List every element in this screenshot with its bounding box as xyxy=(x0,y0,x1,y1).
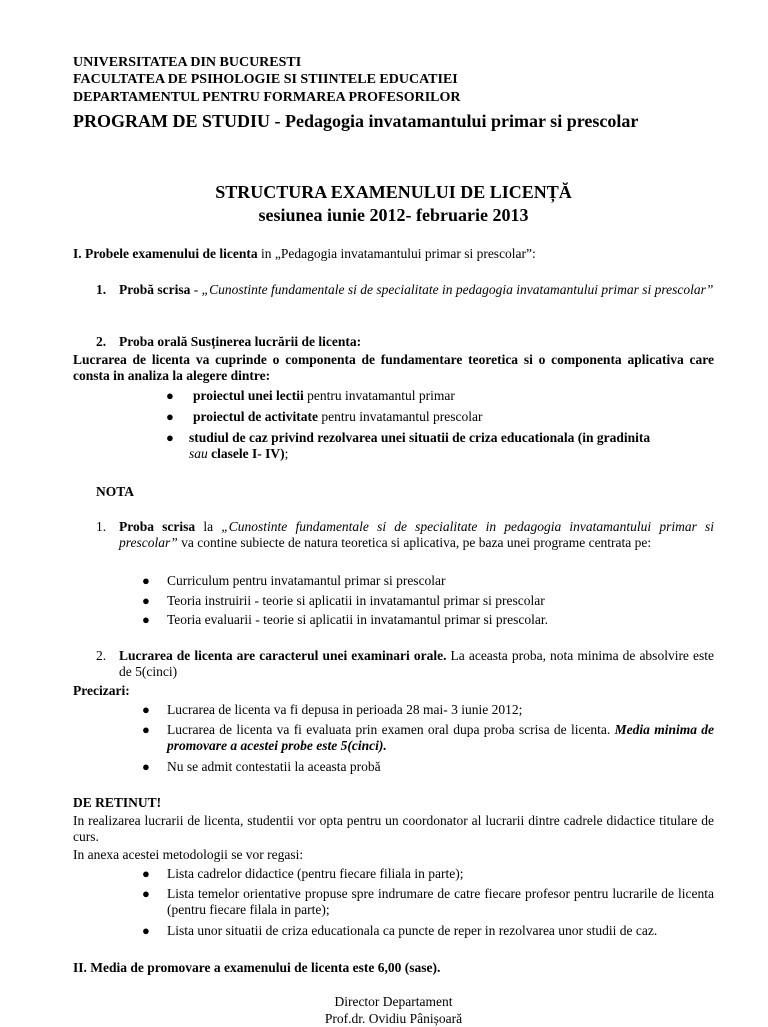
university-name: UNIVERSITATEA DIN BUCURESTI xyxy=(73,55,302,70)
bullet-bold: studiul de caz privind rezolvarea unei situatii de criza educationala (in gradinita xyxy=(189,430,651,445)
precizari-bullet2 xyxy=(167,722,714,754)
bullet-icon: ● xyxy=(142,702,150,717)
bullet-rest: pentru invatamantul prescolar xyxy=(317,409,483,424)
nota-item2-bold: Lucrarea de licenta are caracterul unei examinari orale. xyxy=(119,648,447,663)
nota-bullet3: Teoria evaluarii - teorie si aplicatii in invatamantul primar si prescolar. xyxy=(167,612,549,627)
bullet-icon: ● xyxy=(142,923,150,938)
bullet-icon: ● xyxy=(142,593,150,608)
bullet-italic: sau xyxy=(189,446,208,461)
bullet-icon: ● xyxy=(166,388,174,403)
retinut-paragraph1: In realizarea lucrarii de licenta, studentii vor opta pentru un coordonator al lucrarii dintre cadrele didactice titulare de curs. xyxy=(73,813,714,844)
section1-item1-bold: Probă scrisa xyxy=(119,282,191,297)
nota-item1-rest: va contine subiecte de natura teoretica si aplicativa, pe baza unei programe centrata pe: xyxy=(177,535,652,550)
bullet-icon: ● xyxy=(142,722,150,737)
section1-paragraph: Lucrarea de licenta va cuprinde o componenta de fundamentare teoretica si o componenta aplicativa care consta in analiza la alegere dintre: xyxy=(73,352,714,383)
precizari-bullet2-emphasis: Media minima de promovare a acestei probe este 5(cinci). xyxy=(167,722,715,753)
section1-heading-bold: I. Probele examenului de licenta xyxy=(73,246,258,261)
nota-bullet2: Teoria instruirii - teorie si aplicatii in invatamantul primar si prescolar xyxy=(167,593,545,608)
bullet-icon: ● xyxy=(142,866,150,881)
section1-bullet3 xyxy=(189,430,714,462)
nota-heading: NOTA xyxy=(96,484,135,499)
section1-heading xyxy=(73,246,714,262)
bullet-icon: ● xyxy=(166,409,174,424)
program-title: PROGRAM DE STUDIU - Pedagogia invatamantului primar si prescolar xyxy=(73,111,639,131)
nota-item1-italic: „Cunostinte fundamentale si de specialitate in pedagogia invatamantului primar si prescolar” xyxy=(119,519,715,550)
nota-item1-number: 1. xyxy=(96,519,107,534)
signature-role: Director Departament xyxy=(334,994,453,1009)
nota-item2 xyxy=(119,648,714,680)
bullet-bold: proiectul unei lectii xyxy=(193,388,304,403)
retinut-paragraph2: In anexa acestei metodologii se vor regasi: xyxy=(73,847,304,862)
retinut-bullet2: Lista temelor orientative propuse spre indrumare de catre fiecare profesor pentru lucrarile de licenta (pentru fiecare filala in parte); xyxy=(167,886,714,917)
precizari-bullet2-text: Lucrarea de licenta va fi evaluata prin examen oral dupa proba scrisa de licenta. xyxy=(167,722,615,737)
bullet-icon: ● xyxy=(142,612,150,627)
section1-bullet1 xyxy=(193,388,455,404)
signature-name: Prof.dr. Ovidiu Pânișoară xyxy=(324,1011,463,1026)
section1-bullet2 xyxy=(193,409,483,425)
nota-item2-rest: La aceasta proba, nota minima de absolvire este de 5(cinci) xyxy=(119,648,714,679)
retinut-bullet3: Lista unor situatii de criza educationala ca puncte de reper in rezolvarea unor studii de caz. xyxy=(167,923,658,938)
section1-item1 xyxy=(119,282,714,298)
precizari-heading: Precizari: xyxy=(73,683,130,698)
section2-heading: II. Media de promovare a examenului de licenta este 6,00 (sase). xyxy=(73,960,441,975)
bullet-icon: ● xyxy=(142,886,150,901)
bullet-bold: proiectul de activitate xyxy=(193,409,318,424)
department-name: DEPARTAMENTUL PENTRU FORMAREA PROFESORILOR xyxy=(73,90,461,105)
document-title: STRUCTURA EXAMENULUI DE LICENȚĂ xyxy=(215,182,572,202)
nota-item1-bold: Proba scrisa xyxy=(119,519,196,534)
retinut-heading: DE RETINUT! xyxy=(73,795,162,810)
retinut-bullet1: Lista cadrelor didactice (pentru fiecare filiala in parte); xyxy=(167,866,464,881)
bullet-rest: ; xyxy=(284,446,289,461)
bullet-rest: pentru invatamantul primar xyxy=(303,388,455,403)
nota-item1-la: la xyxy=(195,519,222,534)
faculty-name: FACULTATEA DE PSIHOLOGIE SI STIINTELE EDUCATIEI xyxy=(73,72,458,87)
bullet-bold: clasele I- IV) xyxy=(207,446,285,461)
section1-heading-rest: in „Pedagogia invatamantului primar si prescolar”: xyxy=(257,246,536,261)
section1-item1-number: 1. xyxy=(96,282,107,297)
nota-item1 xyxy=(119,519,714,551)
bullet-icon: ● xyxy=(166,430,174,445)
bullet-icon: ● xyxy=(142,759,150,774)
section1-item2: Proba orală Susținerea lucrării de licenta: xyxy=(119,334,362,349)
precizari-bullet1: Lucrarea de licenta va fi depusa in perioada 28 mai- 3 iunie 2012; xyxy=(167,702,523,717)
nota-bullet1: Curriculum pentru invatamantul primar si prescolar xyxy=(167,573,446,588)
bullet-icon: ● xyxy=(142,573,150,588)
section1-item1-italic: „Cunostinte fundamentale si de specialitate in pedagogia invatamantului primar si prescolar” xyxy=(201,282,714,297)
nota-item2-number: 2. xyxy=(96,648,107,663)
section1-item2-number: 2. xyxy=(96,334,107,349)
section1-item1-dash: - xyxy=(190,282,202,297)
precizari-bullet3: Nu se admit contestatii la aceasta probă xyxy=(167,759,381,774)
document-subtitle: sesiunea iunie 2012- februarie 2013 xyxy=(258,205,529,225)
